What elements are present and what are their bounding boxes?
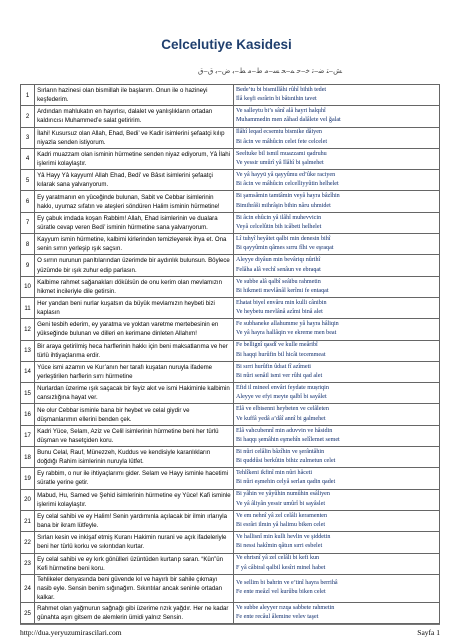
verse-number: 25: [21, 603, 35, 624]
verse-number: 24: [21, 574, 35, 602]
verse-translation: Kadri Yüce, Selam, Aziz ve Celil isimlerinin hürmetine beni her türlü düşman ve hasetçiden koru.: [35, 425, 234, 446]
verse-transliteration: [234, 212, 440, 233]
verse-number: 8: [21, 234, 35, 255]
table-row: [21, 383, 440, 404]
verse-transliteration: [234, 510, 440, 531]
transliteration-line-2: Muhammedin men zâhad dalâlete vel ğalat: [236, 117, 341, 124]
table-row: [21, 212, 440, 233]
page-title: Celcelutiye Kasidesi: [161, 37, 292, 52]
verse-translation: Kalbime rahmet sağanakları dökülsün de onu kerim olan mevlamızın hikmet incileriyle dile getirsin.: [35, 276, 234, 297]
transliteration-line-2: Bi haqqı şemâhin eşmehîn selîlemet semet: [236, 436, 340, 443]
table-row: [21, 340, 440, 361]
verse-number: 13: [21, 340, 35, 361]
table-row: [21, 297, 440, 318]
table-row: [21, 191, 440, 212]
transliteration-line-1: Bi şamsâmin tamtâmin veyâ hayra bâzîhin: [236, 193, 340, 200]
verse-number: 10: [21, 276, 35, 297]
transliteration-line-2: Veyâ celcelûtin bih icâbeti helhelet: [236, 223, 322, 230]
verse-translation: Yâ Hayy Yâ kayyum! Allah Ehad, Bedi’ ve Bâsıt isimlerini şefaatçi kılarak sana yalvarıyorum.: [35, 170, 234, 191]
verse-translation: Ey celal sahibi ve ey kırk gönülleri üzüntüden kurtarıp saran. “Kün”ün Kefi hürmetine beni koru.: [35, 553, 234, 574]
verse-transliteration: [234, 85, 440, 106]
table-row: [21, 447, 440, 468]
verse-translation: Bir araya getirilmiş heca harflerinin hakkı için beni maksatlarıma ve her türlü ihtiyaçlarıma erdir.: [35, 340, 234, 361]
transliteration-line-2: Ve kuffâ yedâ a’dâî annî bi galmehet: [236, 415, 326, 422]
transliteration-line-1: Ve subbe aleyyer rızqa sabbete rahmetin: [236, 604, 335, 611]
transliteration-line-1: Ve subbe alâ qalbî seâibu rahmetin: [236, 278, 321, 285]
verse-number: 7: [21, 212, 35, 233]
verse-translation: Ey çabuk imdada koşan Rabbim! Allah, Ehad isimlerinin ve dualara süratle cevap veren Bedi’ isminin hürmetine sana yalvarıyorum.: [35, 212, 234, 233]
table-row: [21, 468, 440, 489]
transliteration-line-2: Bi esrâri ilmin yâ halimu biken celet: [236, 522, 326, 529]
table-row: [21, 361, 440, 382]
verse-number: 5: [21, 170, 35, 191]
transliteration-line-2: Aleyye ve efyi meyte qalbî bi sayâlet: [236, 394, 327, 401]
verse-number: 14: [21, 361, 35, 382]
verse-transliteration: [234, 276, 440, 297]
transliteration-line-1: Elâ vahcubennî min aduvvin ve hâsidin: [236, 427, 333, 434]
page-number: Sayfa 1: [417, 628, 440, 637]
transliteration-line-2: Fe ente meâzî vel kurûbu biken celet: [236, 589, 326, 596]
poem-table-body: [21, 85, 440, 624]
poem-table: [20, 84, 440, 624]
transliteration-line-1: Elâ ve elbisenni heybeten ve celâleten: [236, 406, 329, 413]
transliteration-line-2: Ve yessir umûrî yâ İlâhî bi şalmehet: [236, 160, 324, 167]
verse-translation: Bunu Celal, Rauf, Münezzeh, Kuddus ve kendisiyle karanlıkların doğdığı Rahim isimlerinin nuruyla lütfet.: [35, 447, 234, 468]
verse-transliteration: [234, 340, 440, 361]
verse-translation: O sırrın nurunun parıltılarından üzerimde bir aydınlık bulunsun. Böylece yüzümde bir ışık zuhur edip parlasın.: [35, 255, 234, 276]
verse-transliteration: [234, 234, 440, 255]
verse-transliteration: [234, 127, 440, 148]
transliteration-line-1: Bi nûri celâlin bâzîhin ve şerântâhin: [236, 448, 325, 455]
verse-transliteration: [234, 106, 440, 127]
transliteration-line-1: Ve ehrisnî yâ zel celâli bi kefi kun: [236, 555, 320, 562]
transliteration-line-1: Tehlîkeni ikfinî min nûri hâceti: [236, 470, 313, 477]
transliteration-line-1: Ve hallisnî min kulli hevlin ve şiddetin: [236, 534, 331, 541]
table-row: [21, 425, 440, 446]
verse-translation: İlahi! Kusursuz olan Allah, Ehad, Bedi’ ve Kadir isimlerini şefaatçi kılıp niyazla senden istiyorum.: [35, 127, 234, 148]
transliteration-line-1: Ehatat biyel envâru min kulli cânibin: [236, 299, 327, 306]
verse-number: 9: [21, 255, 35, 276]
transliteration-line-2: Bi nessi hakîmin qâtıın sırri esbelet: [236, 543, 323, 550]
verse-number: 19: [21, 468, 35, 489]
verse-translation: Rahmet olan yağmurun sağnağı gibi üzerime rızık yağdır. Her ne kadar günahta aşırı gitsem de alemlerin ümidi yalnız Sensin.: [35, 603, 234, 624]
transliteration-line-1: Seeltuke bil ismil muazzami qadruhu: [236, 150, 327, 157]
transliteration-line-1: Ve yâ hayyü yâ qayyûmu ed’ûke raciyen: [236, 172, 336, 179]
verse-transliteration: [234, 468, 440, 489]
table-row: [21, 127, 440, 148]
table-row: [21, 532, 440, 553]
table-row: [21, 603, 440, 624]
verse-number: 21: [21, 510, 35, 531]
transliteration-line-2: Bi nûri senâil ismi ver rûhi qad alet: [236, 373, 323, 379]
verse-number: 15: [21, 383, 35, 404]
transliteration-line-2: Bi haqqi hurûfin bil hicâi tecemmeat: [236, 351, 326, 358]
table-row: [21, 553, 440, 574]
verse-translation: Nurlardan üzerime ışık saçacak bir feyiz akıt ve ismi Hakiminle kalbimin cansızlığına hayat ver.: [35, 383, 234, 404]
verse-transliteration: [234, 361, 440, 382]
verse-number: 23: [21, 553, 35, 574]
verse-number: 18: [21, 447, 35, 468]
verse-translation: Ardından mahlukatın en hayırlısı, dalalet ve yanlışlıkların ortadan kaldırıcısı Muhammed’e salat getiririm.: [35, 106, 234, 127]
transliteration-line-1: Lî tuhyî heyâtet qalbi min denesin bihî: [236, 235, 331, 242]
transliteration-line-1: Aleyye diyâun min bevâriqı nûrihî: [236, 257, 321, 264]
verse-transliteration: [234, 170, 440, 191]
verse-transliteration: [234, 532, 440, 553]
verse-translation: Tehlikeler denyasında beni güvende kıl ve hayırlı bir sahile çıkmayı nasib eyle. Sensin benim sığınağım. Sıkıntılar ancak seninle ortadan kalkar.: [35, 574, 234, 602]
transliteration-line-2: Bi quddûsi berkûtin bihiz zulmetun celet: [236, 458, 336, 465]
verse-transliteration: [234, 297, 440, 318]
transliteration-line-2: Bimihrâši mihrâşin bihin nâru uhmidet: [236, 202, 331, 209]
verse-number: 17: [21, 425, 35, 446]
transliteration-line-1: Fe subhaneke allahumme yâ hayra hâliqin: [236, 321, 339, 328]
table-row: [21, 276, 440, 297]
verse-translation: Ey rabbim, o nur ile ihtiyaçlarımı gider. Selam ve Hayy isminle hacetimi süratle yerine getir.: [35, 468, 234, 489]
verse-number: 1: [21, 85, 35, 106]
verse-transliteration: [234, 574, 440, 602]
verse-translation: Ne olur Cebbar isminle bana bir heybet ve celal giydir ve düşmanlarımın ellerini benden çek.: [35, 404, 234, 425]
transliteration-line-1: Ve em nehnî yâ zel celâli keramenten: [236, 512, 328, 519]
verse-transliteration: [234, 425, 440, 446]
verse-number: 3: [21, 127, 35, 148]
transliteration-line-1: Fe bellignî qasdî ve kulle meâribî: [236, 342, 318, 349]
verse-number: 6: [21, 191, 35, 212]
verse-transliteration: [234, 319, 440, 340]
transliteration-line-1: Bede’tu bi bismillâhi rûhî bihih tedet: [236, 86, 327, 93]
transliteration-line-1: Bi sırri hurûfin ûdıat fî azîmeti: [236, 363, 311, 370]
verse-translation: Ey celal sahibi ve ey Halim! Senin yardımınla açılacak bir ilmin ırlarıyla bana bir ikram lütfeyle.: [35, 510, 234, 531]
verse-transliteration: [234, 603, 440, 624]
transliteration-line-1: Ve salleytu bi’s sânî alâ hayri halqıhî: [236, 108, 326, 115]
transliteration-line-2: Fe ente recâul âlemine velev taşet: [236, 614, 319, 621]
verse-transliteration: [234, 489, 440, 510]
verse-transliteration: [234, 553, 440, 574]
transliteration-line-2: Ve heybetu mevlânâ azîmi binâ alet: [236, 309, 323, 316]
table-row: [21, 255, 440, 276]
transliteration-line-2: Bi nûri eşmehin celyâ serlan qadin qadet: [236, 479, 336, 486]
transliteration-line-2: Ve yâ âliyân yessir umûrî bi sayâslet: [236, 500, 326, 507]
table-row: [21, 85, 440, 106]
transliteration-line-2: Bi âcin ve mâhûcin celcelliyyûtin helhelet: [236, 181, 339, 188]
transliteration-line-1: Bi yâhin ve yâyûhin numûhin esâliyen: [236, 491, 330, 498]
verse-number: 22: [21, 532, 35, 553]
transliteration-line-2: Bi hikmeti mevlânâl kerîmi fe entaqat: [236, 287, 329, 294]
transliteration-line-1: Efid il mineel envâri feydate mușriqin: [236, 385, 329, 391]
verse-translation: Yüce ismi azamın ve Kur’anın her tarafı kuşatan nuruyla ifademe yerleştirilen harflerin sırrı hürmetine: [35, 361, 234, 382]
verse-transliteration: [234, 255, 440, 276]
verse-number: 16: [21, 404, 35, 425]
table-row: [21, 106, 440, 127]
table-row: [21, 404, 440, 425]
verse-transliteration: [234, 191, 440, 212]
transliteration-line-2: İlâ keşfi esrârin bi bâtınihin tavet: [236, 96, 317, 103]
footer-url-link[interactable]: http://dua.yeryuzumirascilari.com: [20, 628, 122, 637]
verse-transliteration: [234, 148, 440, 169]
transliteration-line-2: Bi âcin ve mâhûcin celet fete celcelet: [236, 138, 328, 145]
transliteration-line-1: Bi âcin ehûcin yâ ilâhî muhevvicin: [236, 214, 322, 221]
verse-translation: Kayyum ismin hürmetine, kalbimi kirlerinden temizleyerek ihya et. Ona senin sırrın yerleşip ışık saçsın.: [35, 234, 234, 255]
transliteration-line-2: Bi qayyûmin qâmes sırru fîhi ve eşraqat: [236, 245, 334, 252]
transliteration-line-2: Felâha alâ vechî senâun ve ebraqat: [236, 266, 321, 273]
table-row: [21, 319, 440, 340]
verse-transliteration: [234, 447, 440, 468]
transliteration-line-1: İlâhî leqad ecsemtu bismike dâiyen: [236, 129, 322, 136]
verse-number: 11: [21, 297, 35, 318]
table-row: [21, 574, 440, 602]
table-row: [21, 510, 440, 531]
verse-translation: Sırların hazinesi olan bismillah ile başlarım. Onun ile o hazineyi keşfederim.: [35, 85, 234, 106]
verse-number: 4: [21, 148, 35, 169]
verse-translation: Kadri muazzam olan isminin hürmetine senden niyaz ediyorum, Yâ İlahi işlerimi kolaylaştır.: [35, 148, 234, 169]
transliteration-line-2: Ve yâ hayra hallâqin ve ekreme men beat: [236, 330, 337, 337]
footer-divider: [20, 624, 440, 625]
verse-number: 2: [21, 106, 35, 127]
verse-number: 20: [21, 489, 35, 510]
transliteration-line-2: F yâ câbiral qalbil kesîri minel habet: [236, 564, 326, 571]
table-row: [21, 489, 440, 510]
verse-translation: Ey yaratmanın en yüceğinde bulunan, Sabit ve Cebbar isimlerinin hakkı, uyumaz sıfatın ve ateşleri söndüren Halim isminin hürmetine!: [35, 191, 234, 212]
transliteration-line-1: Ve sellim bi bahrin ve e’tinî hayra berrihâ: [236, 580, 338, 587]
table-row: [21, 170, 440, 191]
verse-translation: Her yandan beni nurlar kuşatsın da büyük mevlamızın heybeti bizi kaplasın: [35, 297, 234, 318]
abjad-line: ﺶ‒ﺘ ﺿ‒ﺗ ﺧ‒ﺣ ﻤ‒ﺤ ﺴ‒ﻣ ﻁ‒ﻣ ﻂ‒ﺑ ﺽ‒ﺑ ﻕ‒ﻕ: [197, 67, 343, 75]
verse-transliteration: [234, 404, 440, 425]
verse-translation: Mabud, Hu, Samed ve Şehid isimlerinin hürmetine ey Yüce! Kafi isminle işlerimi kolaylaştır.: [35, 489, 234, 510]
verse-transliteration: [234, 383, 440, 404]
verse-translation: Sırları kesin ve inkişaf etmiş Kuranı Hakimin nurani ve açık ifadeleriyle beni her türlü korku ve sıkıntıdan kurtar.: [35, 532, 234, 553]
table-row: [21, 234, 440, 255]
verse-translation: Geni tesbih ederim, ey yaratma ve yoktan varetme mertebesinin en yükseğinde bulunan ve dilleri en kerimane dinleten Allahım!: [35, 319, 234, 340]
table-row: [21, 148, 440, 169]
verse-number: 12: [21, 319, 35, 340]
